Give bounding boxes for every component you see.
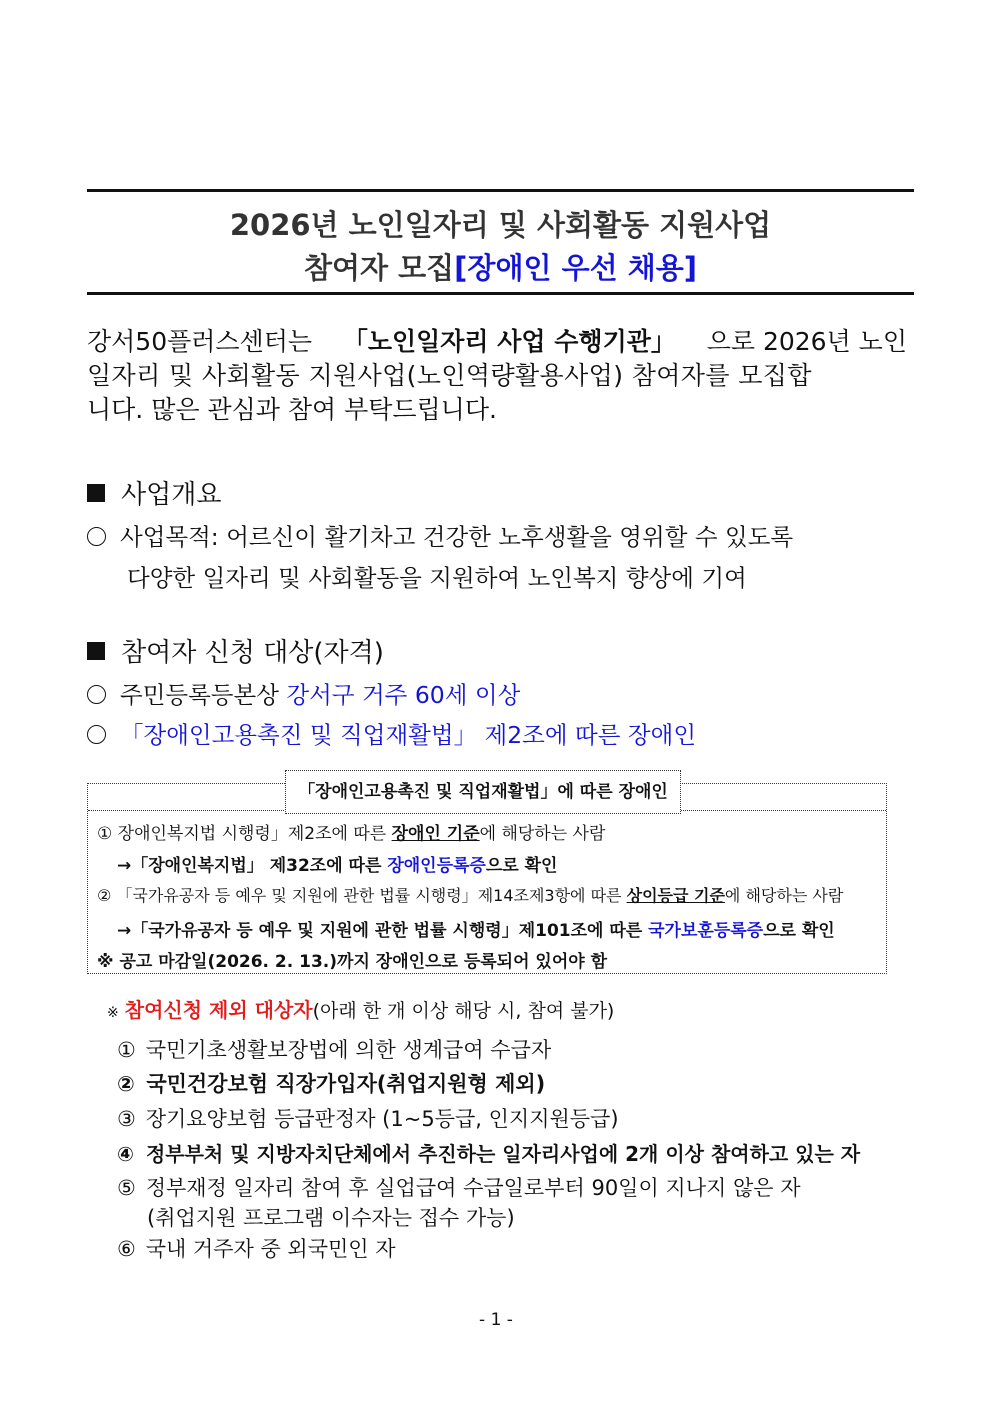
exclusion-item-5-note: (취업지원 프로그램 이수자는 접수 가능) xyxy=(147,1206,515,1230)
page-number: - 1 - xyxy=(479,1310,513,1330)
overview-purpose-continued: 다양한 일자리 및 사회활동을 지원하여 노인복지 향상에 기여 xyxy=(127,564,747,592)
title-line-2: 참여자 모집[장애인 우선 채용] xyxy=(304,251,697,285)
eligibility-item-disability: 「장애인고용촉진 및 직업재활법」 제2조에 따른 장애인 xyxy=(87,716,696,750)
intro-line-2: 일자리 및 사회활동 지원사업(노인역량활용사업) 참여자를 모집합 xyxy=(87,361,812,390)
circle-bullet-icon xyxy=(87,685,106,704)
section-heading-overview: 사업개요 xyxy=(87,474,221,511)
exclusion-item-2: ② 국민건강보험 직장가입자(취업지원형 제외) xyxy=(117,1072,546,1096)
disability-criteria-box xyxy=(87,783,887,974)
box-line-5: ※ 공고 마감일(2026. 2. 13.)까지 장애인으로 등록되어 있어야 함 xyxy=(97,952,608,972)
exclusion-item-6: ⑥ 국내 거주자 중 외국민인 자 xyxy=(117,1237,396,1261)
title-top-rule xyxy=(87,189,914,192)
exclusions-heading: ※ 참여신청 제외 대상자(아래 한 개 이상 해당 시, 참여 불가) xyxy=(107,998,615,1022)
overview-purpose: 사업목적: 어르신이 활기차고 건강한 노후생활을 영위할 수 있도록 xyxy=(87,518,793,552)
title-bottom-rule xyxy=(87,292,914,295)
exclusion-item-1: ① 국민기초생활보장법에 의한 생계급여 수급자 xyxy=(117,1038,552,1062)
box-line-2: →「장애인복지법」 제32조에 따른 장애인등록증으로 확인 xyxy=(117,856,558,876)
circle-bullet-icon xyxy=(87,725,106,744)
box-line-4: →「국가유공자 등 예우 및 지원에 관한 법률 시행령」제101조에 따른 국가보훈등록증으로 확인 xyxy=(117,921,835,941)
intro-paragraph xyxy=(87,325,907,427)
eligibility-item-residence: 주민등록등본상 강서구 거주 60세 이상 xyxy=(87,676,520,710)
box-title: 「장애인고용촉진 및 직업재활법」에 따른 장애인 xyxy=(285,770,681,814)
box-line-1: ① 장애인복지법 시행령」제2조에 따른 장애인 기준에 해당하는 사람 xyxy=(97,824,606,844)
title-highlight: [장애인 우선 채용] xyxy=(454,251,697,285)
title-line-1: 2026년 노인일자리 및 사회활동 지원사업 xyxy=(229,208,772,242)
intro-line-3: 니다. 많은 관심과 참여 부탁드립니다. xyxy=(87,395,497,424)
exclusion-item-3: ③ 장기요양보험 등급판정자 (1~5등급, 인지지원등급) xyxy=(117,1107,619,1131)
circle-bullet-icon xyxy=(87,527,106,546)
exclusion-item-5: ⑤ 정부재정 일자리 참여 후 실업급여 수급일로부터 90일이 지나지 않은 자 xyxy=(117,1176,801,1200)
box-line-3: ② 「국가유공자 등 예우 및 지원에 관한 법률 시행령」제14조제3항에 따른 상이등급 기준에 해당하는 사람 xyxy=(97,886,844,905)
section-heading-eligibility: 참여자 신청 대상(자격) xyxy=(87,632,384,669)
square-bullet-icon xyxy=(87,484,105,502)
intro-line-1: 강서50플러스센터는 「노인일자리 사업 수행기관」 으로 2026년 노인 xyxy=(87,327,907,356)
square-bullet-icon xyxy=(87,642,105,660)
exclusion-item-4: ④ 정부부처 및 지방자치단체에서 추진하는 일자리사업에 2개 이상 참여하고 있는 자 xyxy=(117,1142,861,1166)
